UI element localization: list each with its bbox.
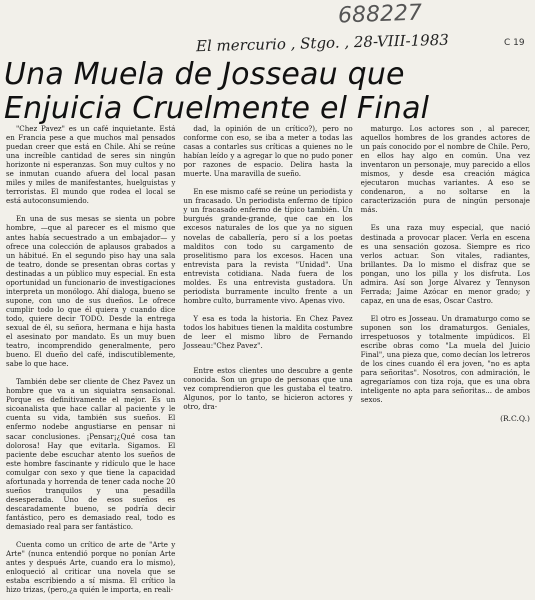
handwritten-archive-number: 688227: [337, 0, 423, 29]
article-paragraph: Y esa es toda la historia. En Chez Pavez todos los habitues tienen la maldita costumbre de leer el mismo libro de Fernando Josseau:"Chez Pavez".: [183, 313, 353, 351]
article-paragraph: Es una raza muy especial, que nació destinada a provocar placer. Verla en escena es una sensación gozosa. Siempre es rico verlos actuar. Son vitales, radiantes, brillantes. Da lo mismo el disfraz que se pongan, uno los pilla y los disfruta. Los admira. Así son Jorge Alvarez y Tennyson Ferrada; Jaime Azócar en menor grado; y capaz, en una de esas, Oscar Castro.: [360, 223, 530, 305]
article-paragraph: dad, la opinión de un crítico?), pero no conforme con eso, se iba a meter a todas las casas a contarles sus críticas a quienes no le habían leído y a agregar lo que no pudo poner por razones de espacio. Delira hasta la muerte. Una maravilla de sueño.: [183, 124, 353, 179]
handwritten-source-date: El mercurio , Stgo. , 28-VIII-1983: [195, 30, 450, 56]
article-column-2: [183, 124, 352, 594]
article-body: [6, 124, 530, 594]
author-signature: (R.C.Q.): [500, 414, 530, 424]
article-paragraph: Cuenta como un crítico de arte de "Arte y Arte" (nunca entendió porque no ponían Arte antes y después Arte, cuando era lo mismo), enloqueció al criticar una novela que se estaba escribiendo a sí misma. El crítico la hizo trizas, (pero,¿a quién le importa, en reali-: [6, 540, 176, 595]
article-column-1: [6, 124, 175, 594]
article-paragraph: El otro es Josseau. Un dramaturgo como se suponen son los dramaturgos. Geniales, irrespetuosos y totalmente impúdicos. El escribe obras como "La muela del Juicio Final", una pieza que, como decían los letreros de los cines cuando él era joven, "no es apta para señoritas". Nosotros, con admiración, le agregaríamos con tiza roja, que es una obra inteligente no apta para señoritas... de ambos sexos.: [360, 313, 530, 405]
article-paragraph: "Chez Pavez" es un café inquietante. Está en Francia pese a que muchos mal pensados puedan creer que está en Chile. Ahí se reúne una increíble cantidad de seres sin ningún horizonte ni esperanzas. Son muy cultos y no se inmutan cuando afuera del local pasan miles y miles de manifestantes, huelguistas y terroristas. El mundo que rodea el local se está autoconsumiendo.: [6, 124, 176, 206]
article-column-3: [361, 124, 530, 594]
article-paragraph: También debe ser cliente de Chez Pavez un hombre que va a un siquiatra sensacional. Porque es definitivamente el mejor. Es un sicoanalista que hace callar al paciente y le cuenta su vida, también sus sueños. El enfermo nodebe angustiarse en pensar ni sacar conclusiones. ¡Pensar¡¿Qué cosa tan dolorosa! Hay que evitarla. Sigamos. El paciente debe escuchar atento los sueños de este hombre fascinante y ridículo que le hace comulgar con sexo y que tiene la capacidad afortunada y horrenda de tener cada noche 20 sueños tranquilos y una pesadilla desesperada. Uno de esos sueños es descaradamente bueno, se podría decir fantástico, pero es demasiado real, todo es demasiado real para ser fantástico.: [6, 377, 176, 531]
article-paragraph: En ese mismo café se reúne un periodista y un fracasado. Un periodista enfermo de típico y un fracasado enfermo de típico también. Un burgués grande-grande, que cae en los excesos naturales de los que ya no siguen novelas de caballería, pero sí a los poetas malditos con todo su cargamento de proselitismo para los excesos. Hacen una entrevista para la revista "Unidad". Una entrevista cotidiana. Nada fuera de los moldes. Es una entrevista gustadora. Un periodista burramente inculto frente a un hombre culto, burramente vivo. Apenas vivo.: [183, 187, 353, 305]
article-paragraph: Entre estos clientes uno descubre a gente conocida. Son un grupo de personas que una vez comprendieron que les gustaba el teatro. Algunos, por lo tanto, se hicieron actores y otro, dra-: [183, 366, 353, 412]
article-headline: Una Muela de Josseau que Enjuicia Cruelmente el Final: [4, 57, 430, 126]
article-paragraph: maturgo. Los actores son , al parecer, aquellos hombres de los grandes actores de un país conocido por el nombre de Chile. Pero, en ellos hay algo en común. Una vez inventaron un personaje, muy parecido a ellos mismos, y desde esa creación mágica ejecutaron muchas variantes. A eso se condenaron, a no soltarse en la caracterización pura de ningún personaje más.: [360, 124, 530, 215]
page-number: C 19: [504, 38, 525, 48]
article-paragraph: En una de sus mesas se sienta un pobre hombre, —que al parecer es el mismo que antes había secuestrado a un embajador— y ofrece una colección de aplausos grabados a un hábitué. En el segundo piso hay una sala de teatro, donde se presentan obras cortas y destinadas a un público muy especial. En esta oportunidad un funcionario de investigaciones interpreta un monólogo. Ahí dialoga, bueno se supone, con uno de sus dueños. Le ofrece cumplir todo lo que él quiera y cuando dice todo, quiere decir TODO. Desde la entrega sexual de él, su señora, hermana e hija hasta el asesinato por mandato. Es un muy buen teatro, incomprendido generalmente, pero bueno. El dueño del café, indiscutiblemente, sabe lo que hace.: [6, 214, 176, 369]
